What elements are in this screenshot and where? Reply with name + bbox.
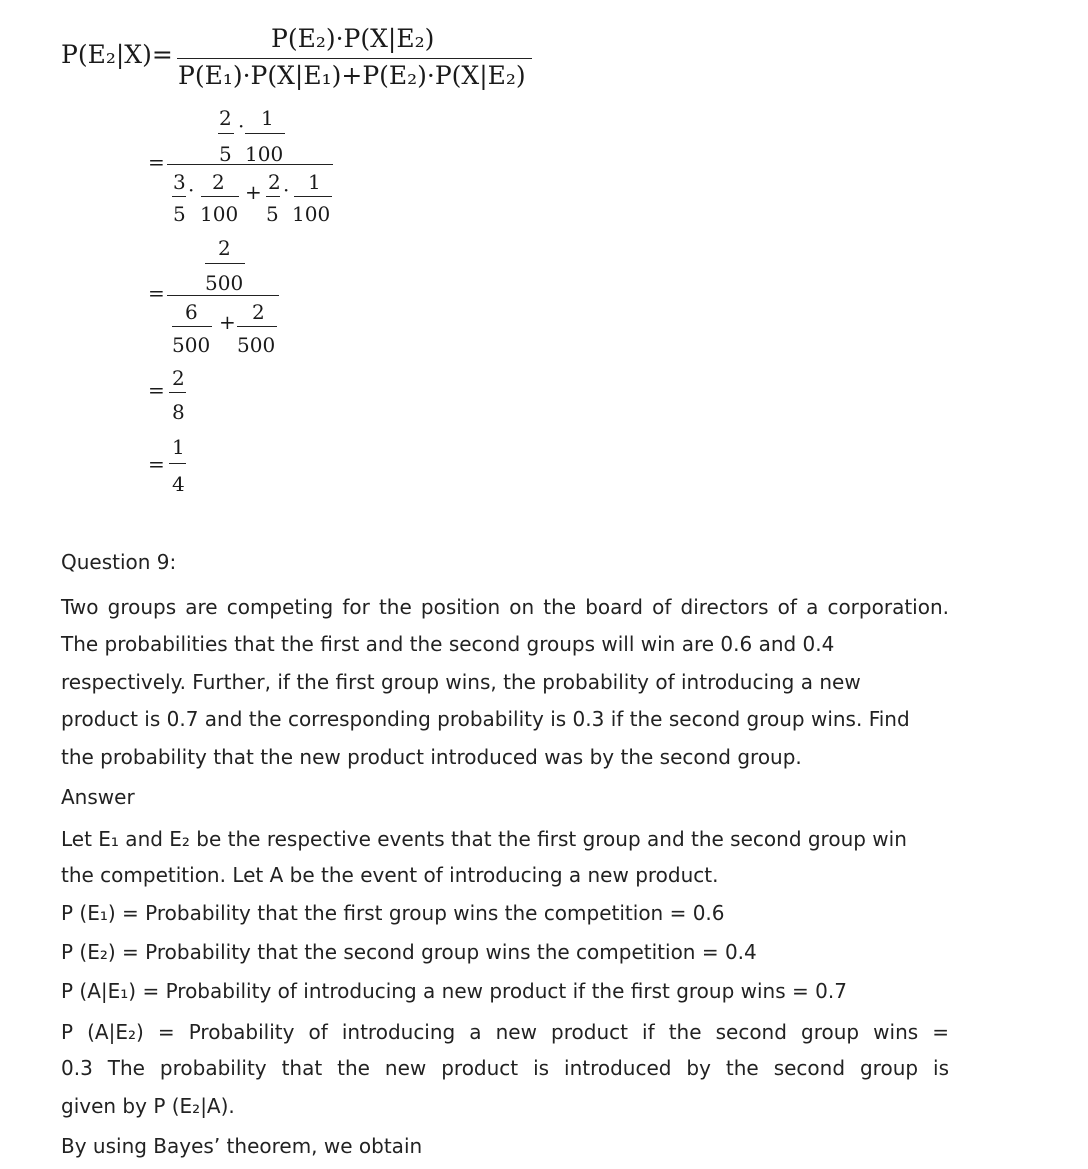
step3-den: 8 — [172, 400, 185, 424]
equals-sign: = — [148, 452, 165, 476]
step1-den2-c: 5 — [266, 202, 279, 226]
step1-den2-a: 2 — [268, 170, 281, 194]
fraction-bar — [237, 326, 277, 327]
multiply-dot: · — [283, 178, 290, 202]
answer-text-line: P (A|E₂) = Probability of introducing a new product if the second group wins = — [61, 1020, 949, 1044]
question-text-line: the probability that the new product introduced was by the second group. — [61, 745, 802, 769]
answer-text-line: P (A|E₁) = Probability of introducing a new product if the first group wins = 0.7 — [61, 979, 847, 1003]
fraction-bar — [205, 263, 245, 264]
step1-den1-a: 3 — [173, 170, 186, 194]
fraction-bar — [172, 196, 186, 197]
step1-den2-d: 100 — [292, 202, 331, 226]
answer-text-line: given by P (E₂|A). — [61, 1094, 235, 1118]
step1-den2-b: 1 — [308, 170, 321, 194]
step2-num-a: 2 — [218, 236, 231, 260]
plus-sign: + — [245, 180, 262, 204]
answer-text-line: 0.3 The probability that the new product is introduced by the second group is — [61, 1056, 949, 1080]
formula-lhs: P(E₂|X)= — [61, 40, 173, 69]
question-text-line: Two groups are competing for the position on the board of directors of a corporation. — [61, 595, 949, 619]
step2-den2-b: 500 — [237, 333, 276, 357]
answer-text-line: Let E₁ and E₂ be the respective events that the first group and the second group win — [61, 827, 907, 851]
answer-text-line: P (E₁) = Probability that the first group wins the competition = 0.6 — [61, 901, 725, 925]
step1-num-b: 1 — [261, 106, 274, 130]
step1-den1-c: 5 — [173, 202, 186, 226]
step1-den1-d: 100 — [200, 202, 239, 226]
answer-text-line: By using Bayes’ theorem, we obtain — [61, 1134, 423, 1158]
equals-sign: = — [148, 150, 165, 174]
step4-num: 1 — [172, 435, 185, 459]
fraction-bar — [201, 196, 239, 197]
fraction-bar — [167, 164, 333, 165]
answer-label: Answer — [61, 785, 135, 809]
question-text-line: The probabilities that the first and the second groups will win are 0.6 and 0.4 — [61, 632, 835, 656]
step1-num-d: 100 — [245, 142, 284, 166]
step1-num-c: 5 — [219, 142, 232, 166]
fraction-bar — [266, 196, 280, 197]
answer-text-line: P (E₂) = Probability that the second group wins the competition = 0.4 — [61, 940, 757, 964]
fraction-bar — [218, 133, 234, 134]
fraction-bar — [172, 326, 212, 327]
formula-denominator: P(E₁)·P(X|E₁)+P(E₂)·P(X|E₂) — [178, 61, 526, 90]
fraction-bar — [245, 133, 285, 134]
step1-num-a: 2 — [219, 106, 232, 130]
formula-numerator: P(E₂)·P(X|E₂) — [271, 24, 435, 53]
answer-text-line: the competition. Let A be the event of introducing a new product. — [61, 863, 719, 887]
equals-sign: = — [148, 281, 165, 305]
step2-den2-a: 2 — [252, 300, 265, 324]
step3-num: 2 — [172, 366, 185, 390]
step2-den1-a: 6 — [185, 300, 198, 324]
step2-den1-b: 500 — [172, 333, 211, 357]
fraction-bar — [294, 196, 332, 197]
plus-sign: + — [219, 310, 236, 334]
multiply-dot: · — [238, 114, 245, 138]
fraction-bar — [169, 463, 186, 464]
equals-sign: = — [148, 378, 165, 402]
fraction-bar — [169, 392, 186, 393]
question-text-line: respectively. Further, if the first group wins, the probability of introducing a new — [61, 670, 861, 694]
question-text-line: product is 0.7 and the corresponding probability is 0.3 if the second group wins. Find — [61, 707, 910, 731]
step2-num-b: 500 — [205, 271, 244, 295]
step4-den: 4 — [172, 472, 185, 496]
question-heading: Question 9: — [61, 550, 177, 574]
fraction-bar — [177, 58, 532, 59]
step1-den1-b: 2 — [212, 170, 225, 194]
fraction-bar — [167, 295, 279, 296]
multiply-dot: · — [188, 178, 195, 202]
